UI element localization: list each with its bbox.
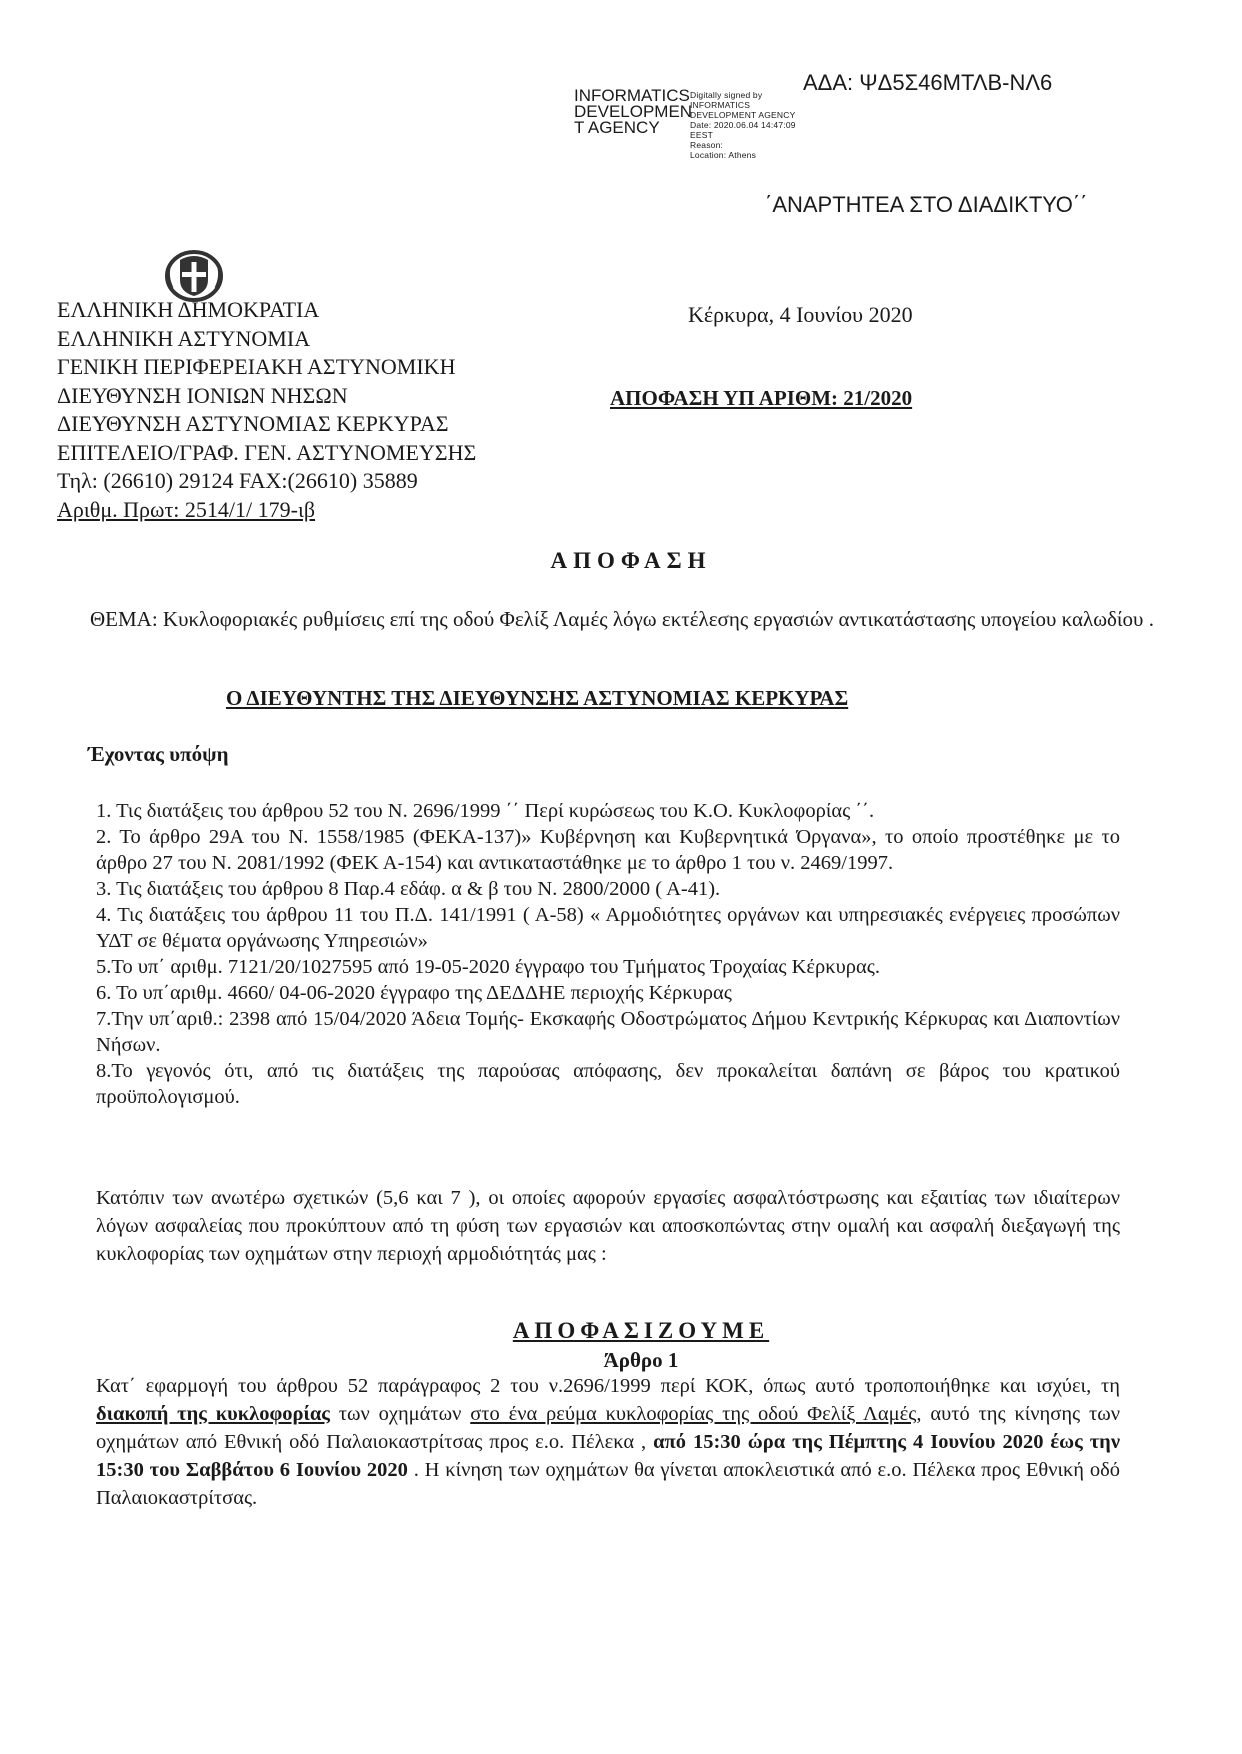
article-text-part: . Η κίνηση των οχημάτων θα γίνεται αποκλειστικά από ε.ο. Πέλεκα προς Εθνική οδό Παλαιοκαστρίτσας. xyxy=(96,1459,1120,1509)
considering-heading: Έχοντας υπόψη xyxy=(88,742,229,766)
signature-detail-line: Location: Athens xyxy=(690,150,757,160)
signature-detail-line: Digitally signed by xyxy=(690,90,763,100)
list-item: 5.Το υπ΄ αριθμ. 7121/20/1027595 από 19-05-2020 έγγραφο του Τμήματος Τροχαίας Κέρκυρας. xyxy=(96,956,880,978)
header-line: ΕΛΛΗΝΙΚΗ ΔΗΜΟΚΡΑΤΙΑ xyxy=(57,297,320,322)
article-text-emphasis: διακοπή της κυκλοφορίας xyxy=(96,1403,330,1425)
signature-detail-line: EEST xyxy=(690,130,714,140)
header-line: ΔΙΕΥΘΥΝΣΗ ΑΣΤΥΝΟΜΙΑΣ ΚΕΡΚΥΡΑΣ xyxy=(57,411,449,436)
article-text-part: , αυτό της κίνησης των οχημάτων από Εθνική οδό Παλαιοκαστρίτσας προς ε.ο. Πέλεκα , xyxy=(96,1403,1120,1453)
header-line: ΕΛΛΗΝΙΚΗ ΑΣΤΥΝΟΜΙΑ xyxy=(57,325,311,351)
document-date: Κέρκυρα, 4 Ιουνίου 2020 xyxy=(688,302,913,327)
signature-detail-line: INFORMATICS xyxy=(690,100,751,110)
signature-detail-line: Reason: xyxy=(690,140,724,150)
signature-details xyxy=(690,90,796,160)
signature-org-line: T AGENCY xyxy=(574,118,660,137)
header-line: ΔΙΕΥΘΥΝΣΗ ΙΟΝΙΩΝ ΝΗΣΩΝ xyxy=(57,382,348,408)
article-text xyxy=(96,1372,1120,1512)
list-item: 2. Το άρθρο 29Α του Ν. 1558/1985 (ΦΕΚΑ-137)» Κυβέρνηση και Κυβερνητικά Όργανα», το οποίο προστέθηκε με το άρθρο 27 του Ν. 2081/1992 (ΦΕΚ Α-154) και αντικαταστάθηκε με το άρθρο 1 του ν. 2469/1997. xyxy=(96,826,1120,874)
subject: ΘΕΜΑ: Κυκλοφοριακές ρυθμίσεις επί της οδού Φελίξ Λαμές λόγω εκτέλεσης εργασιών αντικατάστασης υπογείου καλωδίου . xyxy=(90,607,1154,631)
article-heading: Άρθρο 1 xyxy=(603,1348,679,1372)
signature-detail-line: DEVELOPMENT AGENCY xyxy=(690,110,796,120)
header-line: Τηλ: (26610) 29124 FAX:(26610) 35889 xyxy=(57,468,418,493)
decision-number: ΑΠΟΦΑΣΗ ΥΠ ΑΡΙΘΜ: 21/2020 xyxy=(610,386,913,410)
signature-org-line: DEVELOPMEN xyxy=(574,102,693,121)
header-line: ΓΕΝΙΚΗ ΠΕΡΙΦΕΡΕΙΑΚΗ ΑΣΤΥΝΟΜΙΚΗ xyxy=(57,354,456,379)
protocol-number: Αριθμ. Πρωτ: 2514/1/ 179-ιβ xyxy=(57,496,316,522)
signature-organization xyxy=(574,88,692,136)
list-item: 1. Τις διατάξεις του άρθρου 52 του Ν. 2696/1999 ΄΄ Περί κυρώσεως του Κ.Ο. Κυκλοφορίας ΄΄. xyxy=(96,800,875,822)
list-item: 8.Το γεγονός ότι, από τις διατάξεις της παρούσας απόφασης, δεν προκαλείται δαπάνη σε βάρος του κρατικού προϋπολογισμού. xyxy=(96,1060,1120,1108)
director-heading: Ο ΔΙΕΥΘΥΝΤΗΣ ΤΗΣ ΔΙΕΥΘΥΝΣΗΣ ΑΣΤΥΝΟΜΙΑΣ ΚΕΡΚΥΡΑΣ xyxy=(226,686,849,710)
article-text-period: από 15:30 ώρα της Πέμπτης 4 Ιουνίου 2020 έως την 15:30 του Σαββάτου 6 Ιουνίου 2020 xyxy=(96,1431,1120,1481)
article-text-part: των οχημάτων xyxy=(329,1403,471,1425)
internet-posting-notice: ΄ΑΝΑΡΤΗΤΕΑ ΣΤΟ ΔΙΑΔΙΚΤΥΟ΄΄ xyxy=(765,192,1088,217)
preamble-paragraph: Κατόπιν των ανωτέρω σχετικών (5,6 και 7 ), οι οποίες αφορούν εργασίες ασφαλτόστρωσης και εξαιτίας των ιδιαίτερων λόγων ασφαλείας που προκύπτουν από τη φύση των εργασιών και αποσκοπώντας στην ομαλή και ασφαλή διεξαγωγή της κυκλοφορίας των οχημάτων στην περιοχή αρμοδιότητάς μας : xyxy=(96,1187,1120,1265)
list-item: 7.Την υπ΄αριθ.: 2398 από 15/04/2020 Άδεια Τομής- Εκσκαφής Οδοστρώματος Δήμου Κεντρικής Κέρκυρας και Διαποντίων Νήσων. xyxy=(96,1008,1120,1056)
article-text-part: Κατ΄ εφαρμογή του άρθρου 52 παράγραφος 2 του ν.2696/1999 περί ΚΟΚ, όπως αυτό τροποποιήθηκε και ισχύει, τη xyxy=(96,1375,1120,1397)
ada-code: ΑΔΑ: ΨΔ5Σ46ΜΤΛΒ-ΝΛ6 xyxy=(803,70,1053,95)
header-line: ΕΠΙΤΕΛΕΙΟ/ΓΡΑΦ. ΓΕΝ. ΑΣΤΥΝΟΜΕΥΣΗΣ xyxy=(57,439,477,465)
list-item: 4. Τις διατάξεις του άρθρου 11 του Π.Δ. 141/1991 ( Α-58) « Αρμοδιότητες οργάνων και υπηρεσιακές ενέργειες προσώπων ΥΔΤ σε θέματα οργάνωσης Υπηρεσιών» xyxy=(96,904,1120,952)
list-item: 6. Το υπ΄αριθμ. 4660/ 04-06-2020 έγγραφο της ΔΕΔΔΗΕ περιοχής Κέρκυρας xyxy=(96,982,732,1004)
article-text-underlined: στο ένα ρεύμα κυκλοφορίας της οδού Φελίξ Λαμές xyxy=(470,1403,917,1425)
issuer-header xyxy=(57,296,476,524)
list-item: 3. Τις διατάξεις του άρθρου 8 Παρ.4 εδάφ. α & β του Ν. 2800/2000 ( Α-41). xyxy=(96,878,721,900)
document-title: ΑΠΟΦΑΣΗ xyxy=(550,548,712,573)
signature-detail-line: Date: 2020.06.04 14:47:09 xyxy=(690,120,796,130)
we-decide-heading: ΑΠΟΦΑΣΙΖΟΥΜΕ xyxy=(512,1318,770,1343)
signature-org-line: INFORMATICS xyxy=(574,86,690,105)
considerations-list xyxy=(96,798,1120,1110)
